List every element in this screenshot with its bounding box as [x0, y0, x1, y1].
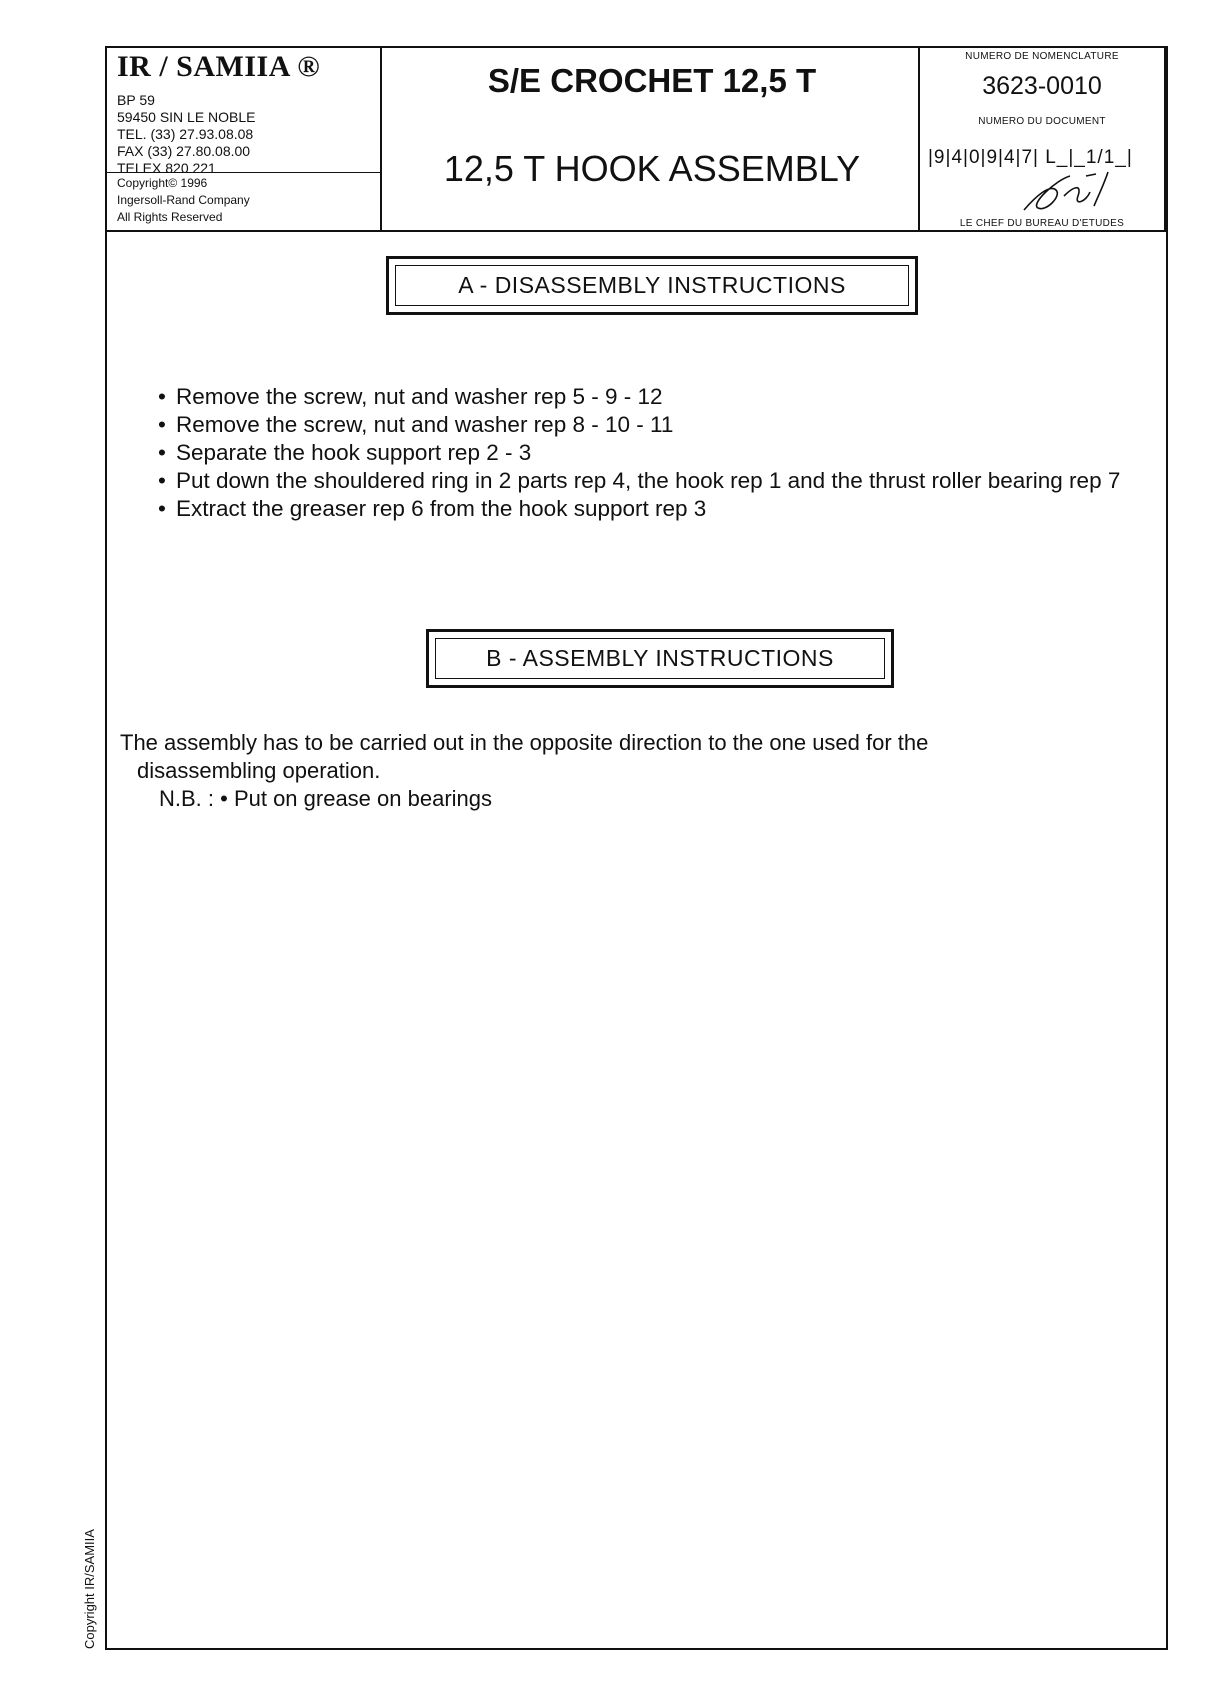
address-line: 59450 SIN LE NOBLE — [117, 109, 256, 125]
title-english: 12,5 T HOOK ASSEMBLY — [443, 148, 861, 189]
document-number: |9|4|0|9|4|7| L_|_1/1_| — [928, 147, 1133, 168]
address-line: TEL. (33) 27.93.08.08 — [117, 126, 254, 142]
list-item: • Extract the greaser rep 6 from the hook support rep 3 — [158, 495, 1148, 523]
divider — [107, 172, 380, 173]
copyright-line: All Rights Reserved — [117, 210, 223, 224]
section-a-heading: A - DISASSEMBLY INSTRUCTIONS — [395, 265, 909, 306]
document-label: NUMERO DU DOCUMENT — [978, 116, 1106, 127]
copyright-line: Copyright© 1996 — [117, 176, 208, 190]
signature-icon — [1016, 166, 1126, 218]
chief-label: LE CHEF DU BUREAU D'ETUDES — [959, 218, 1125, 229]
company-logo: IR / SAMIIA ® — [117, 50, 321, 83]
nomenclature-number: 3623-0010 — [982, 72, 1102, 100]
disassembly-list — [158, 383, 1148, 523]
address-line: FAX (33) 27.80.08.00 — [117, 143, 251, 159]
reference-block — [918, 48, 1164, 230]
list-item: • Remove the screw, nut and washer rep 5 - 9 - 12 — [158, 383, 1148, 411]
assembly-text: The assembly has to be carried out in the opposite direction to the one used for the — [120, 730, 929, 755]
title-block — [105, 46, 1166, 232]
side-copyright: Copyright IR/SAMIIA — [82, 1529, 97, 1649]
section-a-heading-box — [386, 256, 918, 315]
address-line: TELEX 820 221 — [117, 160, 216, 176]
company-block — [107, 48, 382, 230]
section-b-heading-box — [426, 629, 894, 688]
assembly-text: disassembling operation. — [137, 758, 381, 783]
copyright-line: Ingersoll-Rand Company — [117, 193, 250, 207]
title-french: S/E CROCHET 12,5 T — [487, 62, 817, 99]
section-b-heading: B - ASSEMBLY INSTRUCTIONS — [435, 638, 885, 679]
list-item: • Put down the shouldered ring in 2 parts rep 4, the hook rep 1 and the thrust roller bearing rep 7 — [158, 467, 1148, 495]
address-line: BP 59 — [117, 92, 155, 108]
list-item: • Remove the screw, nut and washer rep 8 - 10 - 11 — [158, 411, 1148, 439]
nomenclature-label: NUMERO DE NOMENCLATURE — [965, 51, 1119, 62]
list-item: • Separate the hook support rep 2 - 3 — [158, 439, 1148, 467]
assembly-note: N.B. : • Put on grease on bearings — [159, 786, 493, 811]
